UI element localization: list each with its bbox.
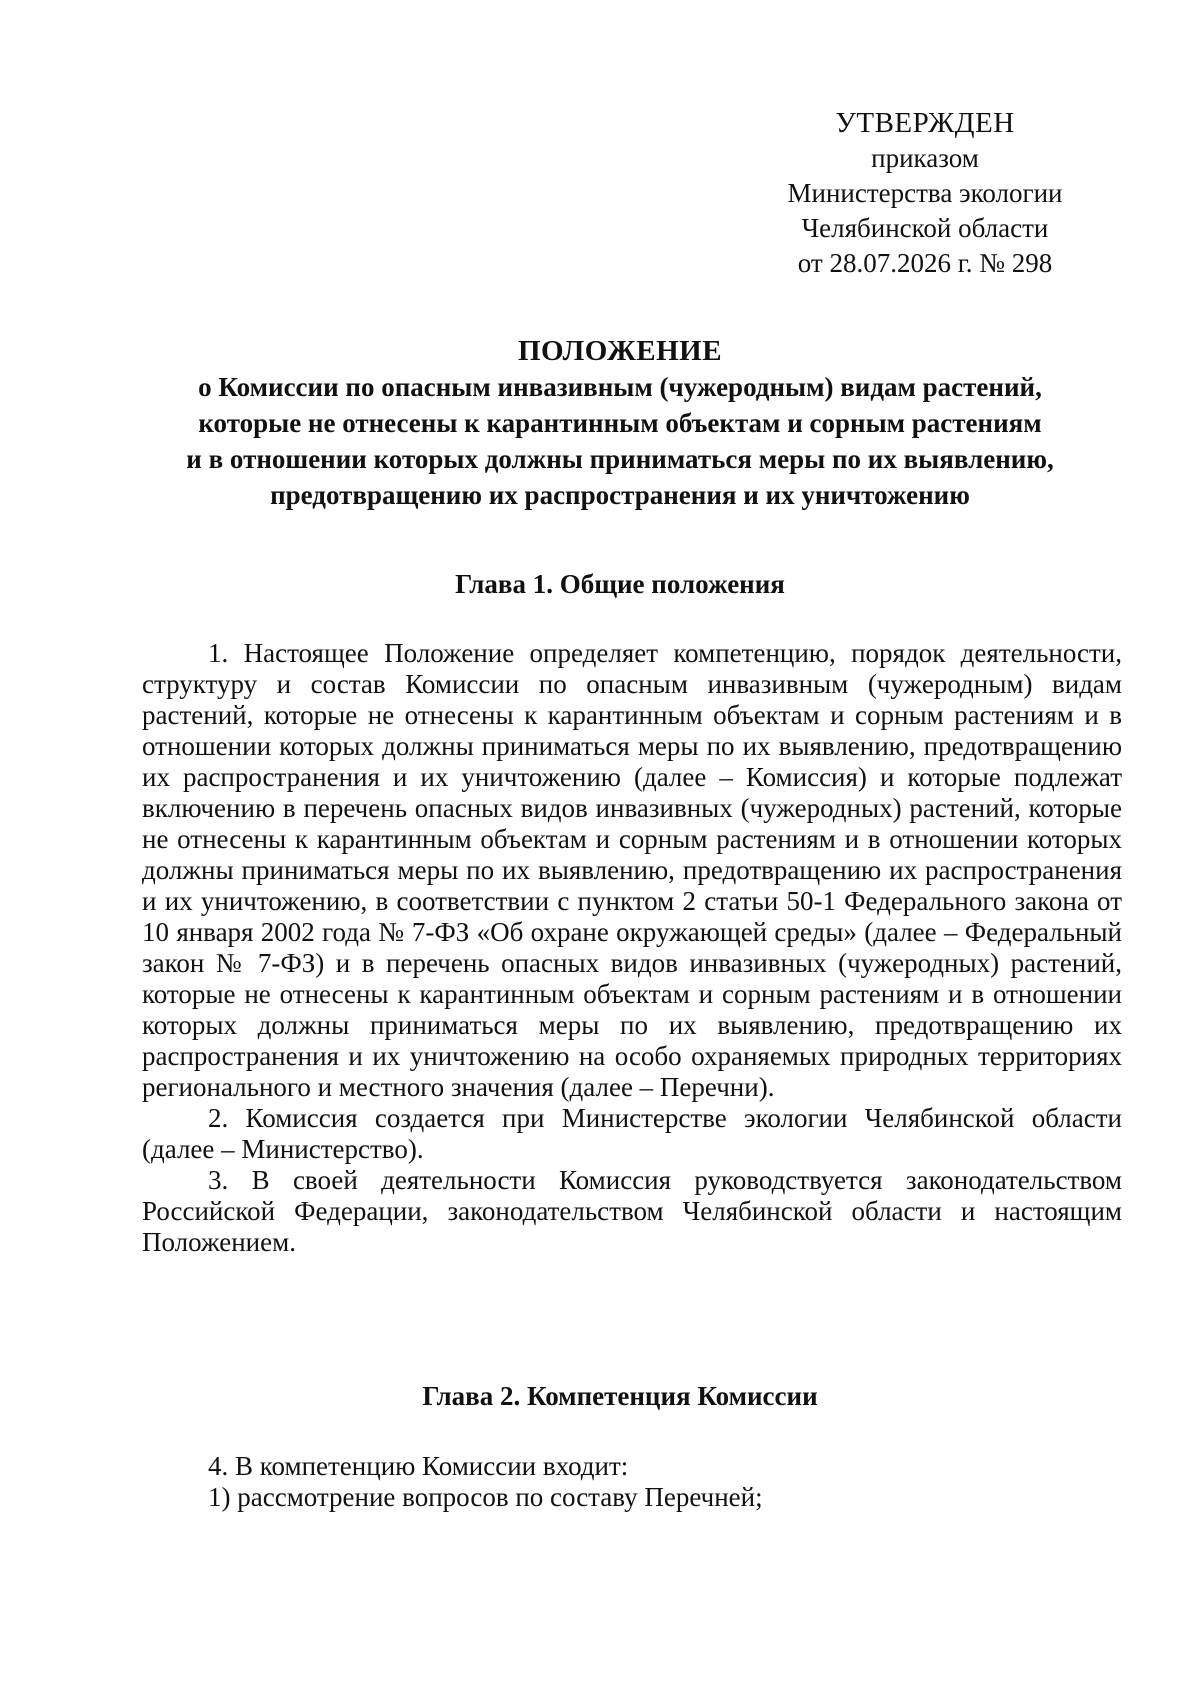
chapter-2-heading: Глава 2. Компетенция Комиссии xyxy=(422,1381,818,1411)
document-subtitle-line: о Комиссии по опасным инвазивным (чужеродным) видам растений, xyxy=(198,372,1042,402)
document-subtitle-line: предотвращению их распространения и их уничтожению xyxy=(270,480,970,510)
document-subtitle-line: которые не отнесены к карантинным объектам и сорным растениям xyxy=(198,408,1042,438)
document-title: ПОЛОЖЕНИЕ xyxy=(517,335,723,367)
chapter-1-body xyxy=(142,638,1122,1258)
paragraph-1: 1. Настоящее Положение определяет компетенцию, порядок деятельности, структуру и состав Комиссии по опасным инвазивным (чужеродным) видам растений, которые не отнесены к карантинным объектам и сорным растениям и в отношении которых должны приниматься меры по их выявлению, предотвращению их распространения и их уничтожению (далее – Комиссия) и которые подлежат включению в перечень опасных видов инвазивных (чужеродных) растений, которые не отнесены к карантинным объектам и сорным растениям и в отношении которых должны приниматься меры по их выявлению, предотвращению их распространения и их уничтожению, в соответствии с пунктом 2 статьи 50-1 Федерального закона от 10 января 2002 года № 7-ФЗ «Об охране окружающей среды» (далее – Федеральный закон № 7-ФЗ) и в перечень опасных видов инвазивных (чужеродных) растений, которые не отнесены к карантинным объектам и сорным растениям и в отношении которых должны приниматься меры по их выявлению, предотвращению их распространения и их уничтожению на особо охраняемых природных территориях регионального и местного значения (далее – Перечни). xyxy=(142,638,1122,1102)
approval-order-date: от 28.07.2026 г. № 298 xyxy=(797,248,1053,278)
approval-title: УТВЕРЖДЕН xyxy=(835,107,1015,139)
document-title-block xyxy=(120,333,1120,513)
paragraph-4: 4. В компетенцию Комиссии входит: xyxy=(208,1451,629,1481)
document-subtitle-line: и в отношении которых должны приниматься меры по их выявлению, xyxy=(186,444,1054,474)
paragraph-2: 2. Комиссия создается при Министерстве экологии Челябинской области (далее – Министерство). xyxy=(142,1103,1122,1164)
chapter-1-heading: Глава 1. Общие положения xyxy=(455,569,785,599)
approval-block xyxy=(760,106,1090,281)
chapter-2-body xyxy=(142,1451,1122,1513)
approval-line: Челябинской области xyxy=(801,213,1049,243)
approval-line: Министерства экологии xyxy=(787,178,1063,208)
paragraph-4-item-1: 1) рассмотрение вопросов по составу Перечней; xyxy=(208,1482,763,1512)
approval-line: приказом xyxy=(871,143,979,173)
paragraph-3: 3. В своей деятельности Комиссия руководствуется законодательством Российской Федерации, законодательством Челябинской области и настоящим Положением. xyxy=(142,1165,1122,1257)
